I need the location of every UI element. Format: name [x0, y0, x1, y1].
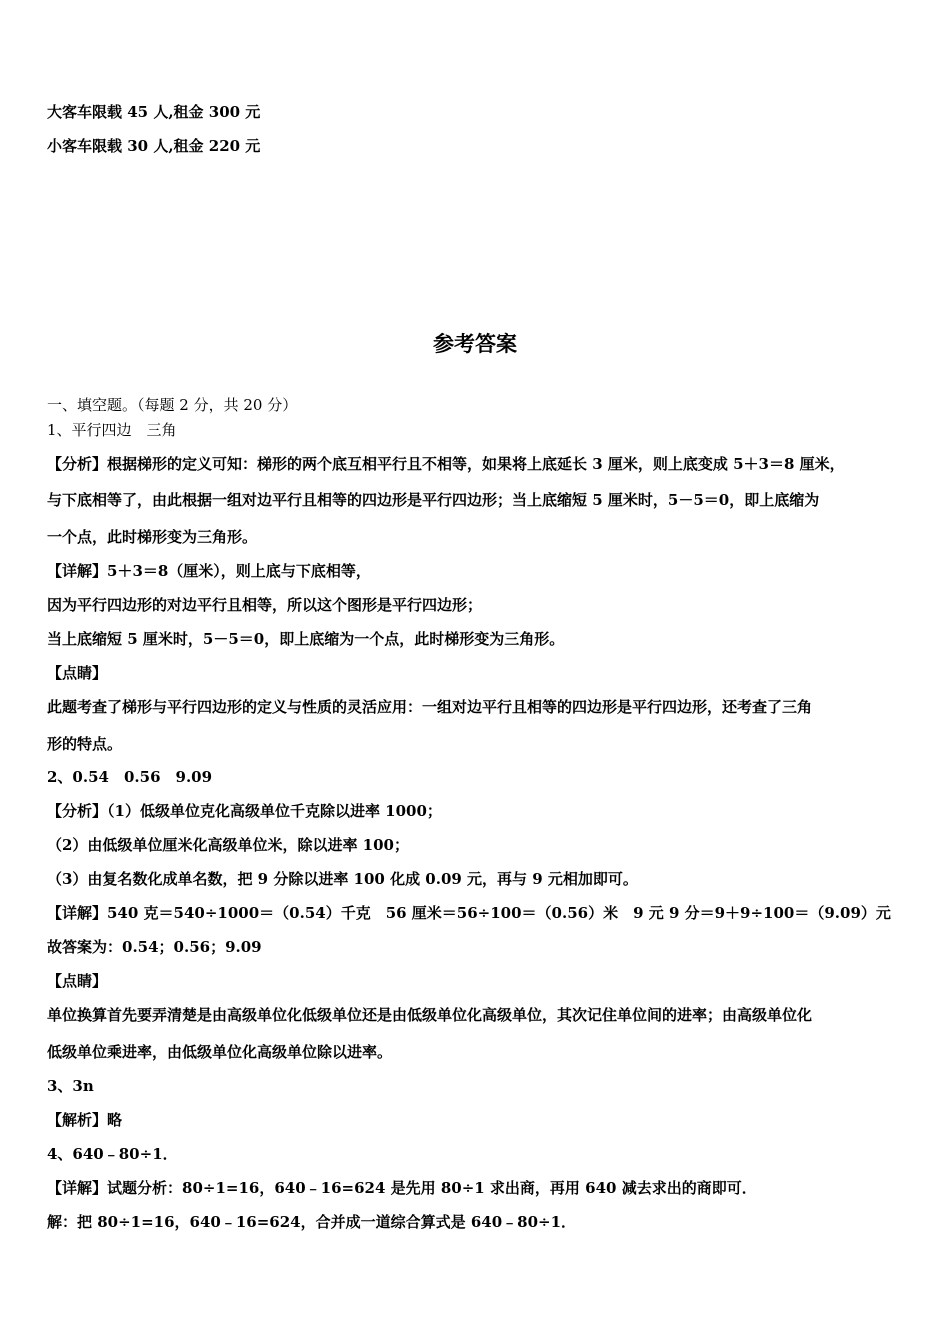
q2-analysis-line-1: 【分析】（1）低级单位克化高级单位千克除以进率 1000；: [47, 802, 442, 820]
intro-line-1: 大客车限载 45 人,租金 300 元: [47, 103, 261, 121]
q1-detail-line-3: 当上底缩短 5 厘米时，5－5＝0，即上底缩为一个点，此时梯形变为三角形。: [47, 630, 565, 648]
q2-detail-line-2: 故答案为：0.54；0.56；9.09: [47, 938, 262, 956]
q1-comment-line-2: 形的特点。: [47, 735, 123, 753]
q1-detail-line-1: 【详解】5＋3＝8（厘米），则上底与下底相等，: [47, 562, 371, 580]
section-heading: 一、填空题。（每题 2 分，共 20 分）: [47, 396, 298, 414]
q1-analysis-line-1: 【分析】根据梯形的定义可知：梯形的两个底互相平行且不相等，如果将上底延长 3 厘米，则上底变成 5＋3＝8 厘米，: [47, 455, 845, 473]
q2-comment-label: 【点睛】: [47, 972, 108, 990]
q3-answer: 3、3n: [47, 1077, 94, 1095]
q1-comment-label: 【点睛】: [47, 664, 108, 682]
q1-analysis-line-2: 与下底相等了，由此根据一组对边平行且相等的四边形是平行四边形；当上底缩短 5 厘米时，5－5＝0，即上底缩为: [47, 491, 820, 509]
q1-detail-line-2: 因为平行四边形的对边平行且相等，所以这个图形是平行四边形；: [47, 596, 483, 614]
q2-analysis-line-3: （3）由复名数化成单名数，把 9 分除以进率 100 化成 0.09 元，再与 9 元相加即可。: [47, 870, 638, 888]
q2-detail-line-1: 【详解】540 克＝540÷1000＝（0.54）千克 56 厘米＝56÷100＝（0.56）米 9 元 9 分＝9＋9÷100＝（9.09）元: [47, 904, 891, 922]
q4-detail: 【详解】试题分析：80÷1=16，640﹣16=624 是先用 80÷1 求出商，再用 640 减去求出的商即可．: [47, 1179, 757, 1197]
q2-comment-line-2: 低级单位乘进率，由低级单位化高级单位除以进率。: [47, 1043, 393, 1061]
q3-analysis: 【解析】略: [47, 1111, 123, 1129]
intro-line-2: 小客车限载 30 人,租金 220 元: [47, 137, 261, 155]
q2-comment-line-1: 单位换算首先要弄清楚是由高级单位化低级单位还是由低级单位化高级单位，其次记住单位间的进率；由高级单位化: [47, 1006, 813, 1024]
q2-answer: 2、0.54 0.56 9.09: [47, 768, 213, 786]
q2-analysis-line-2: （2）由低级单位厘米化高级单位米，除以进率 100；: [47, 836, 409, 854]
q4-answer: 4、640﹣80÷1．: [47, 1145, 178, 1163]
q1-analysis-line-3: 一个点，此时梯形变为三角形。: [47, 528, 258, 546]
page-title: 参考答案: [433, 332, 517, 356]
q1-answer: 1、平行四边 三角: [47, 421, 177, 439]
q1-comment-line-1: 此题考查了梯形与平行四边形的定义与性质的灵活应用：一组对边平行且相等的四边形是平行四边形，还考查了三角: [47, 698, 813, 716]
q4-solution: 解：把 80÷1=16，640﹣16=624，合并成一道综合算式是 640﹣80÷1．: [47, 1213, 577, 1231]
